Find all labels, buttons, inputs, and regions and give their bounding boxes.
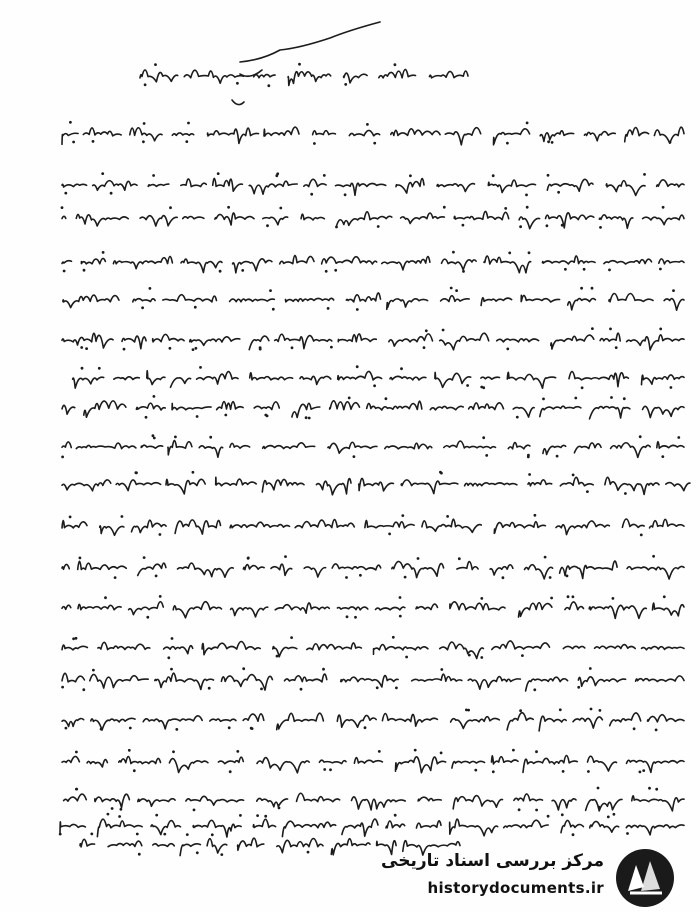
handwritten-line [62, 708, 684, 732]
handwritten-line [62, 251, 684, 273]
handwritten-line [62, 395, 684, 419]
archive-emblem-icon [614, 847, 676, 909]
handwritten-line [73, 365, 684, 389]
margin-annotation [240, 22, 380, 76]
handwritten-line [59, 813, 684, 837]
handwritten-line [61, 667, 684, 691]
handwritten-line [62, 121, 684, 145]
watermark-url: historydocuments.ir [427, 879, 604, 897]
handwritten-line [62, 749, 684, 774]
handwritten-line [62, 514, 684, 536]
handwritten-line [62, 327, 684, 351]
handwritten-line [64, 787, 684, 812]
handwritten-line [62, 555, 684, 579]
watermark [381, 847, 686, 909]
handwritten-line [62, 471, 690, 495]
handwritten-line [140, 63, 468, 87]
handwritten-line [62, 636, 684, 659]
handwritten-line [61, 434, 684, 458]
watermark-name: مرکز بررسی اسناد تاریخی [381, 851, 604, 871]
handwritten-line [62, 595, 684, 619]
handwritten-line [63, 287, 684, 311]
handwritten-line [61, 206, 684, 229]
handwritten-line [62, 172, 684, 196]
